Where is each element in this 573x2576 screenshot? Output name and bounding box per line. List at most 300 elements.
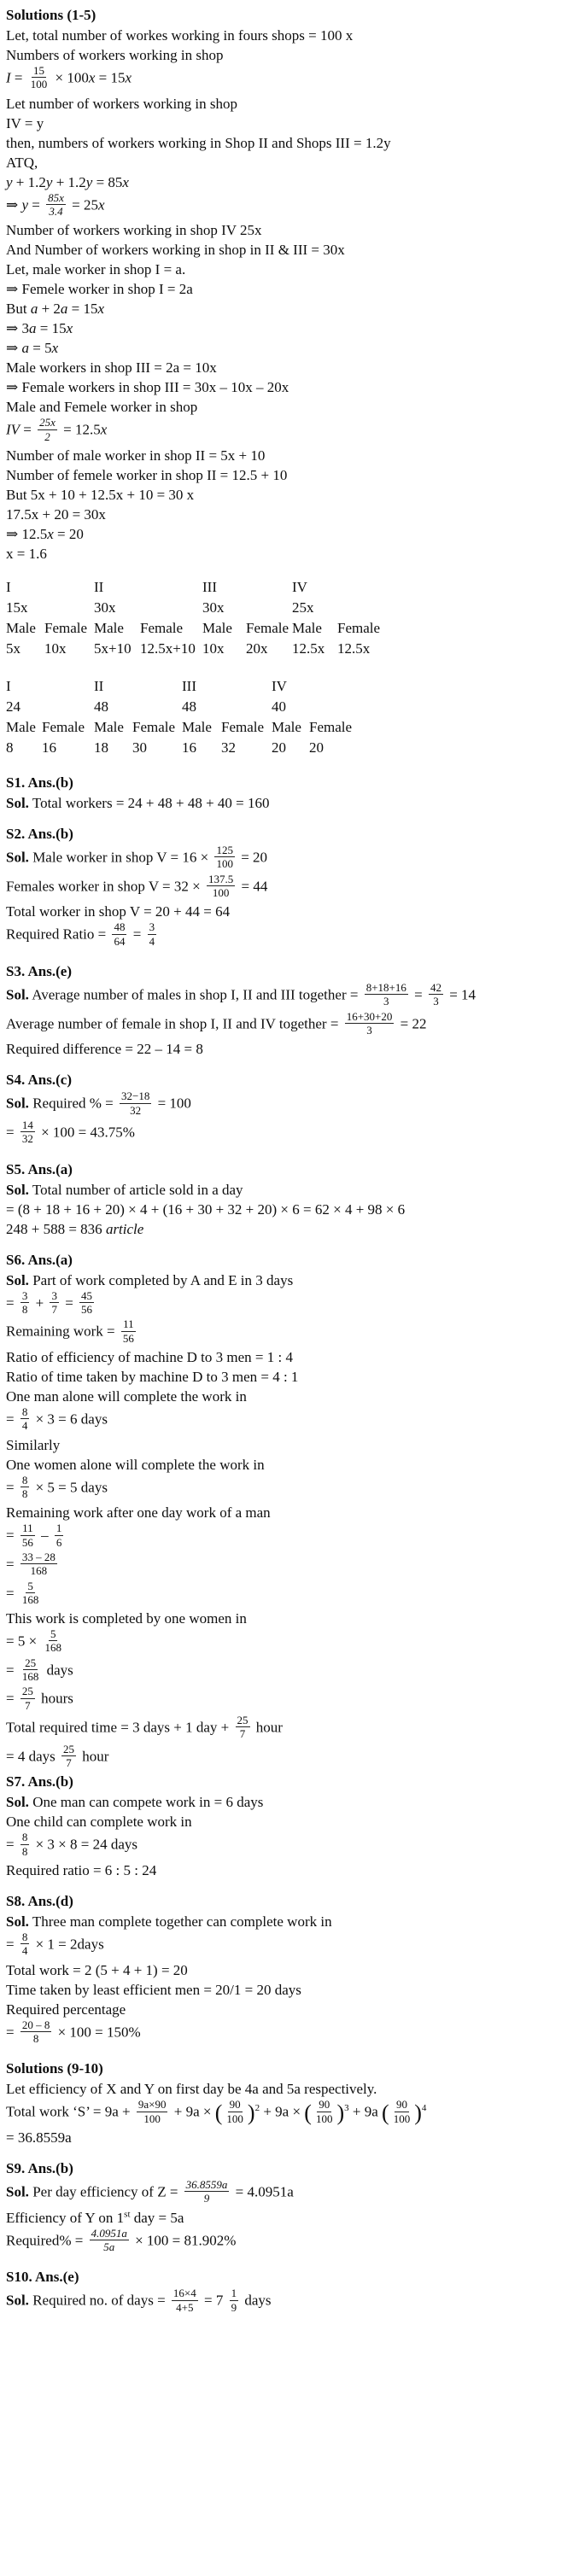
fraction-denominator: 9 [203,2192,210,2205]
fraction [314,2098,335,2125]
text-line [6,26,570,45]
text-line [6,358,570,377]
text-line [6,1406,570,1435]
vertical-gap [6,1059,570,1070]
section-heading [6,5,570,26]
text: 17.5x + 20 = 30x [6,505,106,523]
table-cell: Female [309,718,353,735]
fraction-numerator: 1 [56,1522,62,1535]
vertical-gap [6,762,570,773]
text: Remaining work after one day work of a man [6,1504,271,1522]
fraction-denominator: 100 [315,2112,333,2125]
fraction [29,64,50,91]
text-line [6,1860,570,1880]
fraction-denominator: 8 [32,2032,39,2046]
text: S4. Ans.(c) [6,1072,72,1089]
fraction-numerator: 1 [231,2287,237,2300]
table-row [6,639,570,659]
table-cell: 20 [272,739,286,756]
fraction-numerator: 3 [51,1288,57,1302]
text: × 100 = 43.75% [37,1124,135,1141]
fraction-denominator: 4 [21,1419,28,1433]
fraction [20,1580,41,1607]
table-cell: IV [292,578,307,595]
text: = [6,1556,18,1573]
text: S9. Ans.(b) [6,2160,73,2177]
table-cell: 48 [182,698,196,715]
math-variable: x [51,340,59,357]
text-line [6,1657,570,1686]
math-variable: x [98,196,105,213]
text: = 85 [92,173,123,190]
text: = [61,1294,78,1311]
text: = 4.0951a [231,2183,294,2200]
text: Required difference = 22 – 14 = 8 [6,1041,203,1058]
fraction-denominator: 100 [212,885,230,899]
text: Male workers in shop III = 2a = 10x [6,359,217,377]
text-line [6,279,570,299]
section-heading [6,1070,570,1090]
fraction-denominator: 56 [122,1331,134,1345]
text: ⇒ 12.5 [6,525,48,542]
fraction-denominator: 8 [21,1844,28,1858]
table-cell: 30x [202,599,225,616]
text: ⇒ 3 [6,320,29,337]
text: = 7 [200,2293,227,2310]
text-line [6,2228,570,2257]
text-line [6,902,570,921]
fraction [43,1627,63,1655]
fraction-denominator: 100 [393,2112,411,2125]
text-line [6,793,570,813]
table-row [6,738,570,758]
text-line [6,1119,570,1148]
text-line [6,1831,570,1860]
table-cell: Male [182,718,212,735]
table-cell: Female [140,619,184,636]
bold-text: Sol. [6,1271,29,1288]
text-line [6,1714,570,1744]
text: Male and Femele worker in shop [6,399,198,416]
text: This work is completed by one women in [6,1610,247,1627]
fraction [112,920,126,948]
table-cell: 15x [6,599,28,616]
text: Number of femele worker in shop II = 12.5 + 10 [6,466,288,483]
text: Required percentage [6,2001,126,2018]
text: One child can complete work in [6,1814,192,1831]
text-line [6,192,570,221]
fraction-numerator: 36.8559a [185,2178,228,2192]
fraction-numerator: 5 [50,1627,56,1641]
table-cell: 12.5x+10 [140,640,196,657]
fraction [137,2098,168,2125]
text: ⇒ [6,196,22,213]
table-cell: 40 [272,698,286,715]
fraction [207,873,235,900]
table-cell: 5x [6,640,20,657]
math-variable: y [45,173,53,190]
fraction-denominator: 7 [66,1756,72,1770]
text-line [6,1219,570,1239]
fraction-denominator: 4 [21,1944,28,1958]
fraction [79,1289,94,1317]
text: Required no. of days = [28,2293,169,2310]
fraction-numerator: 16×4 [172,2287,196,2300]
fraction [121,1317,136,1345]
text: Required Ratio = [6,926,110,943]
text: × 100 = 150% [54,2024,141,2041]
text: = 15 [67,301,98,318]
text-line [6,465,570,485]
text: days [241,2293,272,2310]
text-line [6,1347,570,1367]
text: = [6,1585,18,1602]
text: Ratio of efficiency of machine D to 3 men = 1 : 4 [6,1348,293,1365]
text-line [6,397,570,417]
math-variable: a [29,320,37,337]
text: = [6,1411,18,1428]
text-line [6,2079,570,2099]
table-cell: II [94,677,104,694]
text: Total required time = 3 days + 1 day + [6,1719,233,1736]
fraction-denominator: 7 [25,1698,31,1712]
text-line [6,377,570,397]
table-cell: Male [6,718,36,735]
fraction-numerator: 90 [229,2098,241,2112]
fraction-denominator: 4+5 [176,2300,194,2314]
text: = 14 [445,986,477,1003]
superscript: st [124,2209,131,2220]
text: Total worker in shop V = 20 + 44 = 64 [6,903,231,920]
table-cell: 32 [221,739,236,756]
text: days [43,1662,73,1679]
text: hour [79,1748,109,1765]
fraction-numerator: 25 [25,1656,37,1669]
text-line [6,65,570,94]
text-line [6,2179,570,2208]
text-line [6,2099,570,2128]
fraction-numerator: 4.0951a [91,2226,127,2240]
text: Part of work completed by A and E in 3 days [28,1271,294,1288]
section-heading [6,2059,570,2079]
text: Let efficiency of X and Y on first day be 4a and 5a respectively. [6,2081,377,2098]
fraction [61,1743,76,1770]
math-variable: y [6,173,13,190]
vertical-gap [6,2147,570,2158]
text: S2. Ans.(b) [6,825,73,842]
text-line [6,873,570,902]
fraction-numerator: 16+30+20 [346,1009,393,1023]
table-cell: 30x [94,599,116,616]
text: = 100 [154,1095,191,1112]
fraction-numerator: 25 [237,1714,248,1727]
text-line [6,844,570,873]
text-line [6,1609,570,1628]
fraction-numerator: 15 [33,64,45,77]
text-line [6,505,570,524]
fraction-numerator: 25x [39,416,56,429]
fraction-denominator: 9 [231,2300,237,2314]
text-line [6,485,570,505]
fraction-denominator: 3.4 [49,204,63,218]
table-row [6,697,570,717]
fraction-numerator: 8+18+16 [365,980,406,994]
text-line [6,220,570,240]
text: = [6,1837,18,1854]
fraction-numerator: 11 [22,1522,33,1535]
fraction [20,2018,52,2046]
text-line [6,260,570,279]
text-line [6,1290,570,1319]
fraction [38,416,57,443]
math-variable: x [122,173,129,190]
text: + 1.2 [12,173,46,190]
fraction-denominator: 5a [103,2240,115,2254]
fraction-numerator: 8 [21,1405,28,1418]
text: Three man complete together can complete work in [28,1913,332,1931]
section-heading [6,2158,570,2179]
text: = 5 [29,340,52,357]
table-cell: Female [221,718,265,735]
section-heading [6,1772,570,1792]
table-cell: Female [246,619,289,636]
fraction-numerator: 45 [81,1288,93,1302]
text: = (8 + 18 + 16 + 20) × 4 + (16 + 30 + 32 + 20) × 6 = 62 × 4 + 98 × 6 [6,1200,406,1218]
left-paren: ( [214,2100,223,2126]
table-cell: Male [6,619,36,636]
shop-workers-table-symbolic [6,577,570,659]
text: S3. Ans.(e) [6,962,72,979]
table-row [6,598,570,618]
text: Required ratio = 6 : 5 : 24 [6,1862,157,1879]
fraction [55,1522,64,1549]
fraction [46,191,66,219]
vertical-gap [6,1239,570,1250]
section-heading [6,824,570,844]
text: = [6,1691,18,1708]
table-cell: II [94,578,104,595]
text: One man can compete work in = 6 days [28,1794,264,1811]
math-variable: x [100,422,108,439]
table-cell: 8 [6,739,14,756]
table-cell: 10x [202,640,225,657]
bold-text: Sol. [6,2293,29,2310]
fraction [20,1405,30,1433]
text: One women alone will complete the work in [6,1456,265,1473]
text: = [6,2024,18,2041]
bold-text: Sol. [6,1095,29,1112]
table-cell: 20x [246,640,268,657]
section-heading [6,2267,570,2287]
fraction-numerator: 125 [216,843,233,856]
superscript: 4 [421,2103,427,2114]
text: = 20 [53,525,84,542]
text: Numbers of workers working in shop [6,47,224,63]
vertical-gap [6,2047,570,2059]
table-cell: IV [272,677,287,694]
section-heading [6,1159,570,1180]
table-cell: Female [337,619,381,636]
text: 248 + 588 = 836 [6,1220,106,1237]
text: hour [252,1719,283,1736]
fraction [50,1289,59,1317]
text-line [6,1744,570,1773]
text: = 15 [36,320,67,337]
vertical-gap [6,1148,570,1159]
table-cell: 12.5x [292,640,325,657]
fraction-denominator: 2 [44,429,50,443]
text: hours [37,1691,73,1708]
fraction-denominator: 7 [239,1727,246,1741]
table-row [6,676,570,697]
fraction [20,1522,35,1549]
text: S1. Ans.(b) [6,774,73,791]
table-cell: III [182,677,196,694]
text: One man alone will complete the work in [6,1387,247,1405]
text: Females worker in shop V = 32 × [6,878,204,895]
fraction-denominator: 100 [143,2112,161,2125]
fraction-numerator: 14 [21,1118,33,1131]
math-variable: a [30,301,38,318]
right-paren: ) [336,2100,345,2126]
text: ⇒ [6,340,22,357]
fraction-denominator: 100 [30,78,48,91]
superscript: 2 [254,2103,260,2114]
fraction [172,2287,198,2314]
table-row [6,618,570,639]
fraction-numerator: 20 – 8 [21,2018,50,2031]
text-line [6,338,570,358]
vertical-gap [6,1880,570,1891]
text-line [6,45,570,65]
text: Male worker in shop V = 16 × [28,849,213,866]
text: = [6,1479,18,1496]
bold-text: Sol. [6,794,29,811]
text: S10. Ans.(e) [6,2269,79,2286]
text-line [6,1628,570,1657]
fraction-denominator: 32 [130,1103,142,1117]
text: Solutions (9-10) [6,2060,103,2077]
text: + 9a × [260,2104,305,2121]
table-cell: Male [94,718,124,735]
vertical-gap [6,813,570,824]
table-cell: Female [42,718,85,735]
fraction-denominator: 7 [51,1302,57,1316]
fraction [20,1119,35,1146]
text-line [6,1180,570,1200]
text: S6. Ans.(a) [6,1251,73,1268]
text-line [6,2208,570,2228]
text-line [6,318,570,338]
bold-text: Sol. [6,986,29,1003]
math-variable: a [60,301,68,318]
text: = 20 [237,849,268,866]
text-line [6,1200,570,1219]
vertical-gap [6,663,570,674]
table-cell: 12.5x [337,640,371,657]
text: = 44 [237,878,268,895]
text: + [32,1294,48,1311]
text: Let, male worker in shop I = a. [6,261,186,278]
fraction-numerator: 8 [21,1931,28,1944]
fraction [365,981,408,1008]
math-variable: y [21,196,29,213]
text: Per day efficiency of Z = [28,2183,182,2200]
left-paren: ( [304,2100,312,2126]
text: S5. Ans.(a) [6,1160,73,1177]
bold-text: Sol. [6,1181,29,1198]
math-variable: article [105,1220,144,1237]
text: But 5x + 10 + 12.5x + 10 = 30 x [6,486,195,503]
text-line [6,172,570,192]
fraction-numerator: 11 [123,1317,134,1331]
text: then, numbers of workers working in Shop II and Shops III = 1.2y [6,134,391,151]
fraction-denominator: 168 [21,1592,39,1606]
table-cell: 5x+10 [94,640,132,657]
text-line [6,1367,570,1387]
table-cell: 16 [42,739,56,756]
text: = [20,422,36,439]
text-line [6,1318,570,1347]
text: Total work = 2 (5 + 4 + 1) = 20 [6,1961,188,1978]
fraction-numerator: 9a×90 [137,2098,167,2112]
fraction-denominator: 168 [30,1564,48,1578]
fraction-denominator: 8 [21,1487,28,1500]
fraction-denominator: 3 [366,1023,372,1037]
text: Total workers = 24 + 48 + 48 + 40 = 160 [28,794,270,811]
text-line [6,2128,570,2147]
table-cell: I [6,578,11,595]
text-line [6,982,570,1011]
text-line [6,446,570,465]
text: Total number of article sold in a day [28,1181,243,1198]
text: Solutions (1-5) [6,7,96,23]
fraction-numerator: 48 [114,920,126,934]
text-line [6,1960,570,1980]
bold-text: Sol. [6,2183,29,2200]
fraction-denominator: 100 [226,2112,243,2125]
bold-text: Sol. [6,1913,29,1931]
fraction-denominator: 8 [21,1302,28,1316]
text: = [410,986,426,1003]
text: Let number of workers working in shop [6,95,238,112]
vertical-gap [6,564,570,575]
text-line [6,1931,570,1960]
fraction [392,2098,412,2125]
text: = 25 [67,196,99,213]
text: = 5 × [6,1633,41,1650]
fraction [20,1831,30,1858]
right-paren: ) [414,2100,422,2126]
text-line [6,2000,570,2019]
text: Required% = [6,2232,87,2249]
math-variable: IV [6,422,20,439]
text: IV = y [6,114,44,131]
text-line [6,1792,570,1812]
text: = [10,69,26,86]
fraction [429,981,443,1008]
table-cell: III [202,578,217,595]
text: × 3 = 6 days [32,1411,108,1428]
fraction-denominator: 100 [216,857,233,871]
math-variable: a [21,340,29,357]
fraction [225,2098,245,2125]
text: And Number of workers working in shop in II & III = 30x [6,242,345,259]
right-paren: ) [247,2100,255,2126]
text: Ratio of time taken by machine D to 3 men = 4 : 1 [6,1368,299,1385]
text-line [6,94,570,114]
fraction-numerator: 90 [319,2098,330,2112]
